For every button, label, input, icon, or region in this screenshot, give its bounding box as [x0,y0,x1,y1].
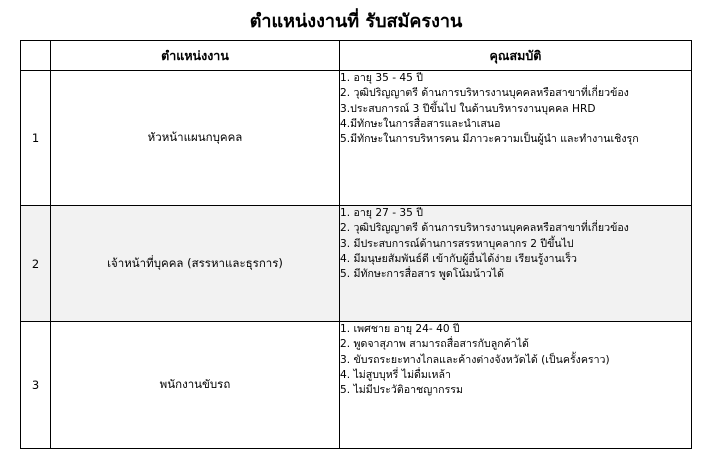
header-position: ตำแหน่งงาน [51,41,340,71]
qualification-item: 1. เพศชาย อายุ 24- 40 ปี [340,323,460,335]
qualification-item: 2. วุฒิปริญญาตรี ด้านการบริหารงานบุคคลหรือสาขาที่เกี่ยวข้อง [340,222,629,235]
qualification-item: 1. อายุ 35 - 45 ปี [340,72,423,84]
header-number [21,41,51,71]
qualification-item: 5. ไม่มีประวัติอาชญากรรม [340,384,463,397]
row-number: 3 [21,322,51,449]
position-name: เจ้าหน้าที่บุคคล (สรรหาและธุรการ) [51,206,340,322]
qualification-item: 4. ไม่สูบบุหรี่ ไม่ดื่มเหล้า [340,368,451,381]
qualification-item: 3.ประสบการณ์ 3 ปีขึ้นไป ในด้านบริหารงานบุคคล HRD [340,102,596,115]
qualification-item: 4. มีมนุษยสัมพันธ์ดี เข้ากับผู้อื่นได้ง่าย เรียนรู้งานเร็ว [340,252,577,265]
position-name: พนักงานขับรถ [51,322,340,449]
qualification-list [340,206,692,322]
qualification-item: 3. มีประสบการณ์ด้านการสรรหาบุคลากร 2 ปีขึ้นไป [340,237,574,250]
table-row [21,322,692,449]
row-number: 2 [21,206,51,322]
qualification-item: 1. อายุ 27 - 35 ปี [340,207,423,219]
table-row [21,71,692,206]
qualification-item: 2. พูดจาสุภาพ สามารถสื่อสารกับลูกค้าได้ [340,338,529,351]
qualification-item: 4.มีทักษะในการสื่อสารและนำเสนอ [340,117,501,130]
qualification-item: 3. ขับรถระยะทางไกลและค้างต่างจังหวัดได้ (เป็นครั้งคราว) [340,353,610,366]
page-title: ตำแหน่งงานที่ รับสมัครงาน [249,11,463,32]
qualification-item: 5.มีทักษะในการบริหารคน มีภาวะความเป็นผู้นำ และทำงานเชิงรุก [340,133,639,146]
header-qualification: คุณสมบัติ [340,41,692,71]
qualification-list [340,322,692,449]
job-openings-table [20,40,692,449]
table-row [21,206,692,322]
table-header [21,41,692,71]
header-row [21,41,692,71]
row-number: 1 [21,71,51,206]
position-name: หัวหน้าแผนกบุคคล [51,71,340,206]
qualification-item: 5. มีทักษะการสื่อสาร พูดโน้มน้าวได้ [340,268,505,281]
qualification-list [340,71,692,206]
qualification-item: 2. วุฒิปริญญาตรี ด้านการบริหารงานบุคคลหรือสาขาที่เกี่ยวข้อง [340,87,629,100]
